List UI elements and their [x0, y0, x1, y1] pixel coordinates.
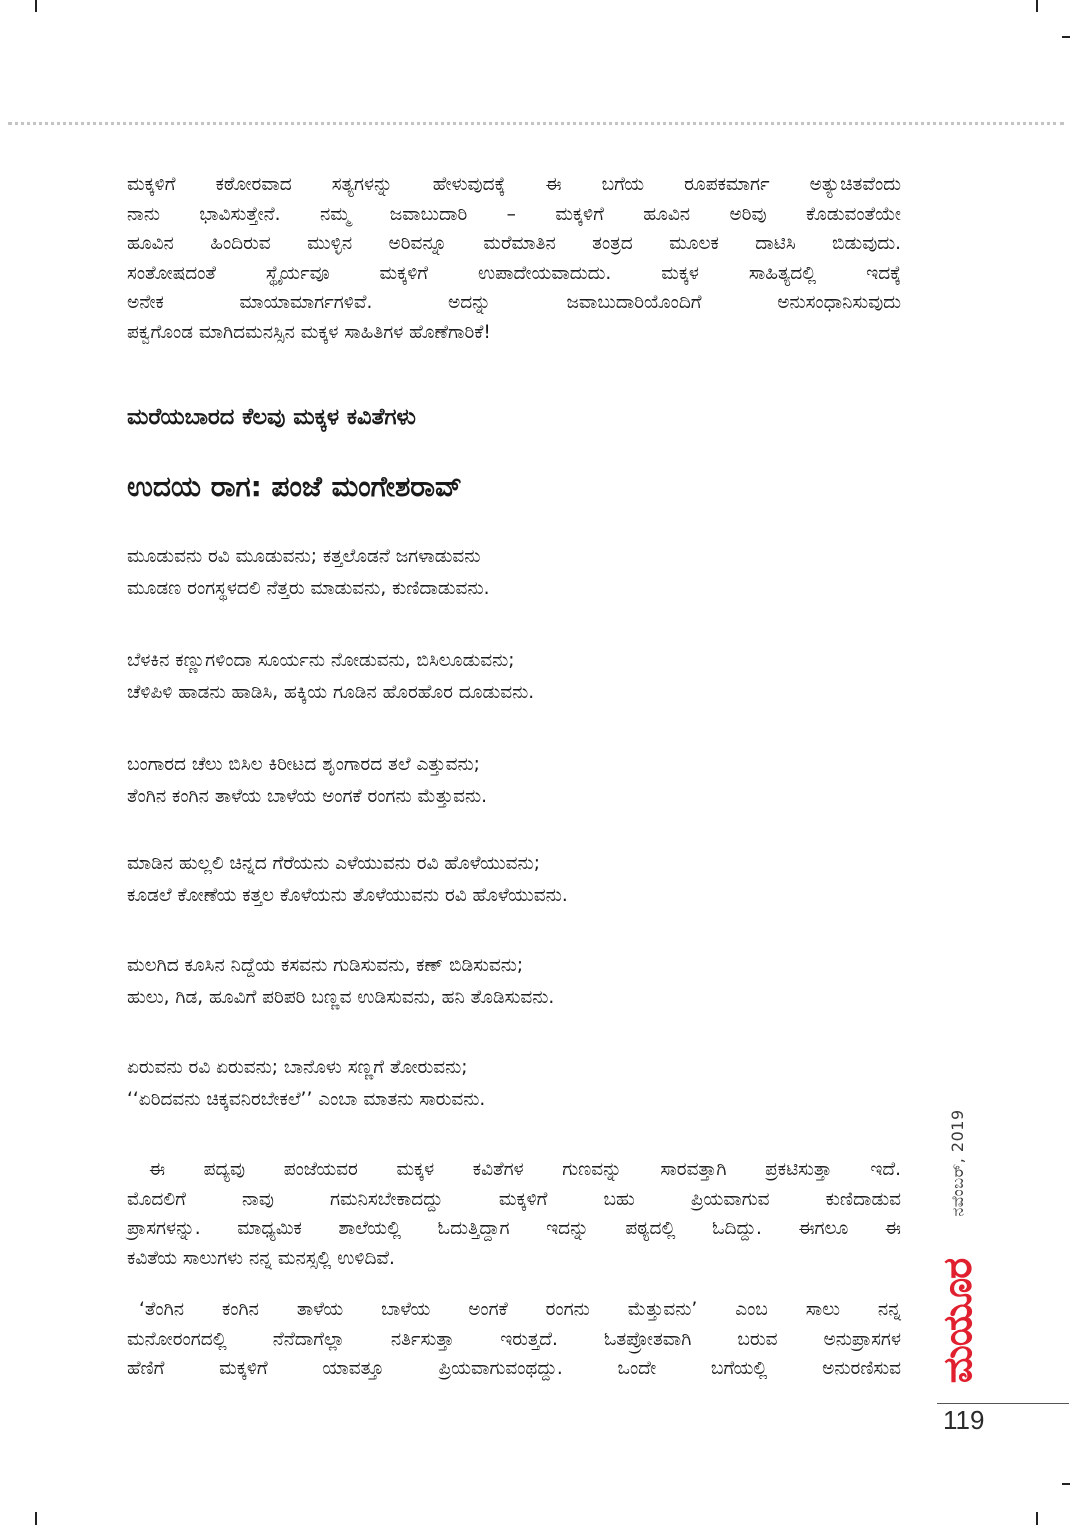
section-heading: ಮರೆಯಬಾರದ ಕೆಲವು ಮಕ್ಕಳ ಕವಿತೆಗಳು [127, 404, 416, 430]
poem-line: ಚೆಳಿಪಿಳಿ ಹಾಡನು ಹಾಡಿಸಿ, ಹಕ್ಕಿಯ ಗೂಡಿನ ಹೊರಹೊರ ದೂಡುವನು. [127, 682, 535, 703]
text-line: ಮಕ್ಕಳಿಗೆ ಕಠೋರವಾದ ಸತ್ಯಗಳನ್ನು ಹೇಳುವುದಕ್ಕೆ ಈ ಬಗೆಯ ರೂಪಕಮಾರ್ಗ ಅತ್ಯುಚಿತವೆಂದು [127, 174, 901, 195]
issue-date-label: ನವೆಂಬರ್, 2019 [948, 1109, 967, 1217]
poem-line: ಮೂಡಣ ರಂಗಸ್ಥಳದಲಿ ನೆತ್ತರು ಮಾಡುವನು, ಕುಣಿದಾಡುವನು. [127, 578, 490, 599]
poem-line: ತೆಂಗಿನ ಕಂಗಿನ ತಾಳೆಯ ಬಾಳೆಯ ಅಂಗಕೆ ರಂಗನು ಮೆತ್ತುವನು. [127, 786, 488, 807]
poem-line: ಬಂಗಾರದ ಚೆಲು ಬಿಸಿಲ ಕಿರೀಟದ ಶೃಂಗಾರದ ತಲೆ ಎತ್ತುವನು; [127, 754, 480, 775]
poem-line: ಏರುವನು ರವಿ ಏರುವನು; ಬಾನೊಳು ಸಣ್ಣಗೆ ತೋರುವನು; [127, 1057, 468, 1078]
page-number: 119 [943, 1405, 985, 1435]
text-line: ಸಂತೋಷದಂತೆ ಸ್ಥೈರ್ಯವೂ ಮಕ್ಕಳಿಗೆ ಉಪಾದೇಯವಾದುದು. ಮಕ್ಕಳ ಸಾಹಿತ್ಯದಲ್ಲಿ ಇದಕ್ಕೆ [127, 262, 901, 284]
header-dotted-rule [8, 122, 1064, 125]
poem-title: ಉದಯ ರಾಗ: ಪಂಜೆ ಮಂಗೇಶರಾವ್ [127, 470, 463, 503]
poem-line: ಮಲಗಿದ ಕೂಸಿನ ನಿದ್ದೆಯ ಕಸವನು ಗುಡಿಸುವನು, ಕಣ್ ಬಿಡಿಸುವನು; [127, 955, 524, 976]
crop-mark-top-right [1036, 0, 1038, 12]
text-line: ಪಕ್ವಗೊಂಡ ಮಾಗಿದಮನಸ್ಸಿನ ಮಕ್ಕಳ ಸಾಹಿತಿಗಳ ಹೊಣೆಗಾರಿಕೆ! [127, 321, 491, 343]
poem-line: ಮಾಡಿನ ಹುಲ್ಲಲಿ ಚಿನ್ನದ ಗೆರೆಯನು ಎಳೆಯುವನು ರವಿ ಹೊಳೆಯುವನು; [127, 853, 540, 874]
poem-line: ಮೂಡುವನು ರವಿ ಮೂಡುವನು; ಕತ್ತಲೊಡನೆ ಜಗಳಾಡುವನು [127, 546, 481, 567]
commentary-paragraph [127, 1155, 901, 1273]
crop-mark-right-upper [1062, 36, 1070, 38]
text-line: ಕವಿತೆಯ ಸಾಲುಗಳು ನನ್ನ ಮನಸ್ಸಲ್ಲಿ ಉಳಿದಿವೆ. [127, 1247, 395, 1269]
text-line: ಈ ಪದ್ಯವು ಪಂಜೆಯವರ ಮಕ್ಕಳ ಕವಿತೆಗಳ ಗುಣವನ್ನು ಸಾರವತ್ತಾಗಿ ಪ್ರಕಟಿಸುತ್ತಾ ಇದೆ. [149, 1159, 901, 1180]
text-line: ಹೂವಿನ ಹಿಂದಿರುವ ಮುಳ್ಳಿನ ಅರಿವನ್ನೂ ಮರೆಮಾತಿನ ತಂತ್ರದ ಮೂಲಕ ದಾಟಿಸಿ ಬಿಡುವುದು. [127, 233, 901, 254]
poem-line: ‘‘ಏರಿದವನು ಚಿಕ್ಕವನಿರಬೇಕಲೆ’’ ಎಂಬಾ ಮಾತನು ಸಾರುವನು. [127, 1089, 486, 1110]
text-line: ಮೊದಲಿಗೆ ನಾವು ಗಮನಿಸಬೇಕಾದದ್ದು ಮಕ್ಕಳಿಗೆ ಬಹು ಪ್ರಿಯವಾಗುವ ಕುಣಿದಾಡುವ [127, 1188, 901, 1210]
poem-stanza [127, 848, 901, 912]
poem-stanza [127, 950, 901, 1014]
commentary-paragraph [127, 1295, 901, 1384]
crop-mark-right-lower [1062, 1483, 1070, 1485]
text-line: ಅನೇಕ ಮಾಯಾಮಾರ್ಗಗಳಿವೆ. ಅದನ್ನು ಜವಾಬುದಾರಿಯೊಂದಿಗೆ ಅನುಸಂಧಾನಿಸುವುದು [127, 292, 901, 313]
poem-line: ಬೆಳಕಿನ ಕಣ್ಣುಗಳಿಂದಾ ಸೂರ್ಯನು ನೋಡುವನು, ಬಿಸಿಲೂಡುವನು; [127, 650, 515, 671]
text-line: ನಾನು ಭಾವಿಸುತ್ತೇನೆ. ನಮ್ಮ ಜವಾಬುದಾರಿ – ಮಕ್ಕಳಿಗೆ ಹೂವಿನ ಅರಿವು ಕೊಡುವಂತೆಯೇ [127, 203, 901, 225]
poem-line: ಹುಲು, ಗಿಡ, ಹೂವಿಗೆ ಪರಿಪರಿ ಬಣ್ಣವ ಉಡಿಸುವನು, ಹನಿ ತೊಡಿಸುವನು. [127, 987, 555, 1008]
poem-stanza [127, 645, 901, 709]
poem-stanza [127, 1052, 901, 1116]
magazine-logo [930, 1252, 986, 1390]
crop-mark-bottom-right [1036, 1512, 1038, 1525]
intro-paragraph [127, 170, 901, 347]
magazine-logo-text: ಮಯೂರ [935, 1258, 981, 1384]
footer-rule [937, 1403, 1069, 1404]
text-line: ಹೆಣಿಗೆ ಮಕ್ಕಳಿಗೆ ಯಾವತ್ತೂ ಪ್ರಿಯವಾಗುವಂಥದ್ದು. ಒಂದೇ ಬಗೆಯಲ್ಲಿ ಅನುರಣಿಸುವ [127, 1358, 901, 1379]
crop-mark-top-left [35, 0, 37, 12]
crop-mark-bottom-left [35, 1512, 37, 1525]
text-line: ಮನೋರಂಗದಲ್ಲಿ ನೆನೆದಾಗೆಲ್ಲಾ ನರ್ತಿಸುತ್ತಾ ಇರುತ್ತದೆ. ಓತಪ್ರೋತವಾಗಿ ಬರುವ ಅನುಪ್ರಾಸಗಳ [127, 1328, 901, 1350]
text-line: ಪ್ರಾಸಗಳನ್ನು. ಮಾಧ್ಯಮಿಕ ಶಾಲೆಯಲ್ಲಿ ಓದುತ್ತಿದ್ದಾಗ ಇದನ್ನು ಪಠ್ಯದಲ್ಲಿ ಓದಿದ್ದು. ಈಗಲೂ ಈ [127, 1218, 901, 1239]
poem-stanza [127, 541, 901, 605]
poem-line: ಕೂಡಲೆ ಕೋಣೆಯ ಕತ್ತಲ ಕೊಳೆಯನು ತೊಳೆಯುವನು ರವಿ ಹೊಳೆಯುವನು. [127, 885, 568, 906]
poem-stanza [127, 749, 901, 813]
issue-date [938, 1083, 978, 1243]
text-line: ‘ತೆಂಗಿನ ಕಂಗಿನ ತಾಳೆಯ ಬಾಳೆಯ ಅಂಗಕೆ ರಂಗನು ಮೆತ್ತುವನು’ ಎಂಬ ಸಾಲು ನನ್ನ [139, 1299, 901, 1320]
